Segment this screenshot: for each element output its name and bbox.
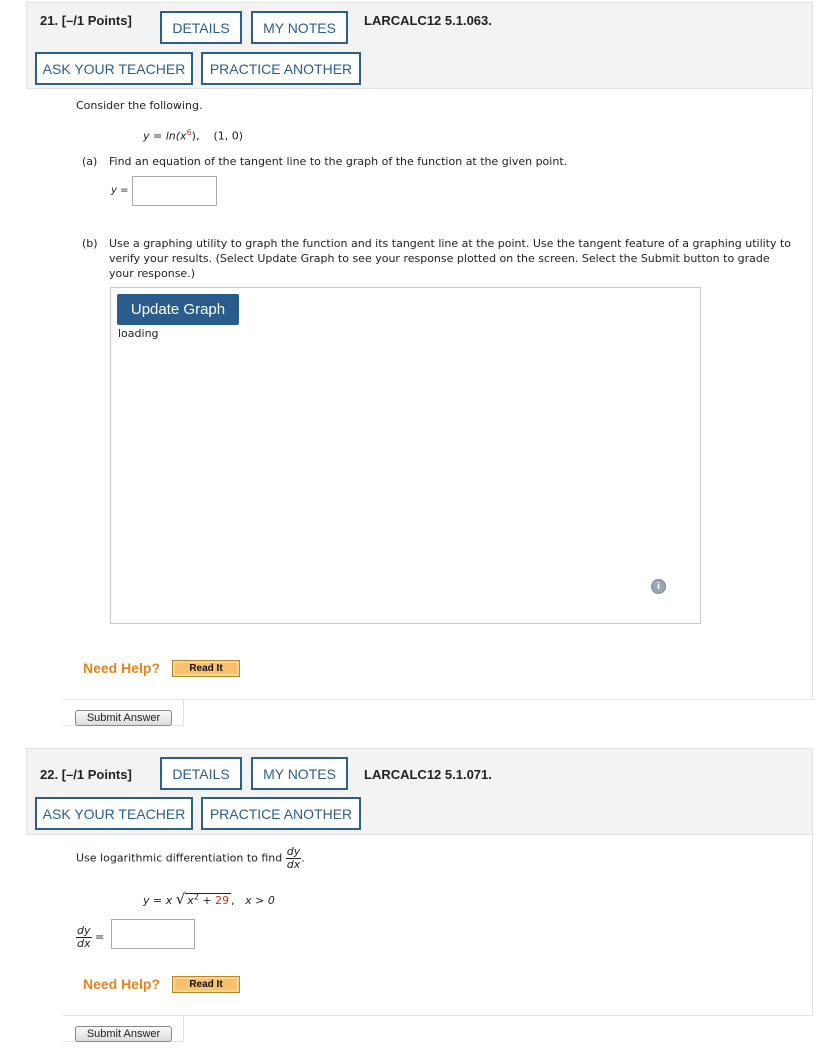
- loading-text: loading: [118, 327, 159, 340]
- submit-answer-button[interactable]: Submit Answer: [75, 1026, 172, 1042]
- function-expression: y = x √ $x^2 + 29$ , x > 0: [143, 890, 275, 908]
- question-22-header: [26, 748, 813, 835]
- details-button[interactable]: DETAILS: [160, 11, 242, 44]
- ask-your-teacher-button[interactable]: ASK YOUR TEACHER: [35, 52, 193, 85]
- question-22-submit-area: [63, 1016, 184, 1042]
- practice-another-button[interactable]: PRACTICE ANOTHER: [201, 797, 361, 830]
- question-21-number-points: 21. [–/1 Points]: [40, 13, 132, 28]
- part-b-text-line-2: verify your results. (Select Update Graph to see your response plotted on the screen. Select the Submit button to grade: [109, 252, 770, 265]
- graph-info-icon[interactable]: i: [651, 579, 666, 594]
- question-intro: Consider the following.: [76, 99, 203, 112]
- question-22-body: [63, 835, 813, 1016]
- derivative-answer-input[interactable]: [111, 919, 195, 949]
- answer-a-label: y =: [111, 185, 129, 196]
- practice-another-button[interactable]: PRACTICE ANOTHER: [201, 52, 361, 85]
- question-intro: Use logarithmic differentiation to find $\frac{dy}{dx}$ .: [76, 845, 305, 871]
- submit-answer-button[interactable]: Submit Answer: [75, 710, 172, 726]
- my-notes-button[interactable]: MY NOTES: [251, 11, 348, 44]
- part-b-text-line-3: your response.): [109, 267, 195, 280]
- sqrt-icon: √: [175, 890, 186, 908]
- need-help-label: Need Help?: [83, 976, 161, 992]
- problem-id: LARCALC12 5.1.063.: [364, 13, 492, 28]
- ask-your-teacher-button[interactable]: ASK YOUR TEACHER: [35, 797, 193, 830]
- answer-label: $\frac{dy}{dx}$ =: [77, 924, 105, 950]
- part-a-text: Find an equation of the tangent line to the graph of the function at the given point.: [109, 155, 568, 168]
- read-it-button[interactable]: Read It: [172, 976, 240, 993]
- radicand: $x^2 + 29$: [187, 892, 230, 907]
- question-21-header: [26, 2, 813, 89]
- update-graph-button[interactable]: Update Graph: [117, 294, 239, 325]
- dy-dx-fraction: $\frac{dy}{dx}$: [286, 845, 301, 871]
- my-notes-button[interactable]: MY NOTES: [251, 757, 348, 790]
- question-22-number-points: 22. [–/1 Points]: [40, 767, 132, 782]
- problem-id: LARCALC12 5.1.071.: [364, 767, 492, 782]
- part-a-label: (a): [82, 155, 98, 168]
- read-it-button[interactable]: Read It: [172, 660, 240, 677]
- dy-dx-fraction: $\frac{dy}{dx}$: [77, 924, 91, 950]
- condition: x > 0: [245, 894, 275, 907]
- details-button[interactable]: DETAILS: [160, 757, 242, 790]
- tangent-line-answer-input[interactable]: [132, 176, 217, 206]
- need-help-label: Need Help?: [83, 660, 161, 676]
- question-21-body: [63, 89, 813, 700]
- question-21-submit-area: [63, 700, 184, 726]
- part-b-text-line-1: Use a graphing utility to graph the function and its tangent line at the point. Use the tangent feature of a graphing utility to: [109, 237, 792, 250]
- part-b-label: (b): [82, 237, 98, 250]
- graph-area[interactable]: [110, 287, 701, 624]
- given-point: (1, 0): [213, 129, 244, 143]
- function-expression: $y = \ln(x^6)$, (1, 0): [143, 128, 244, 143]
